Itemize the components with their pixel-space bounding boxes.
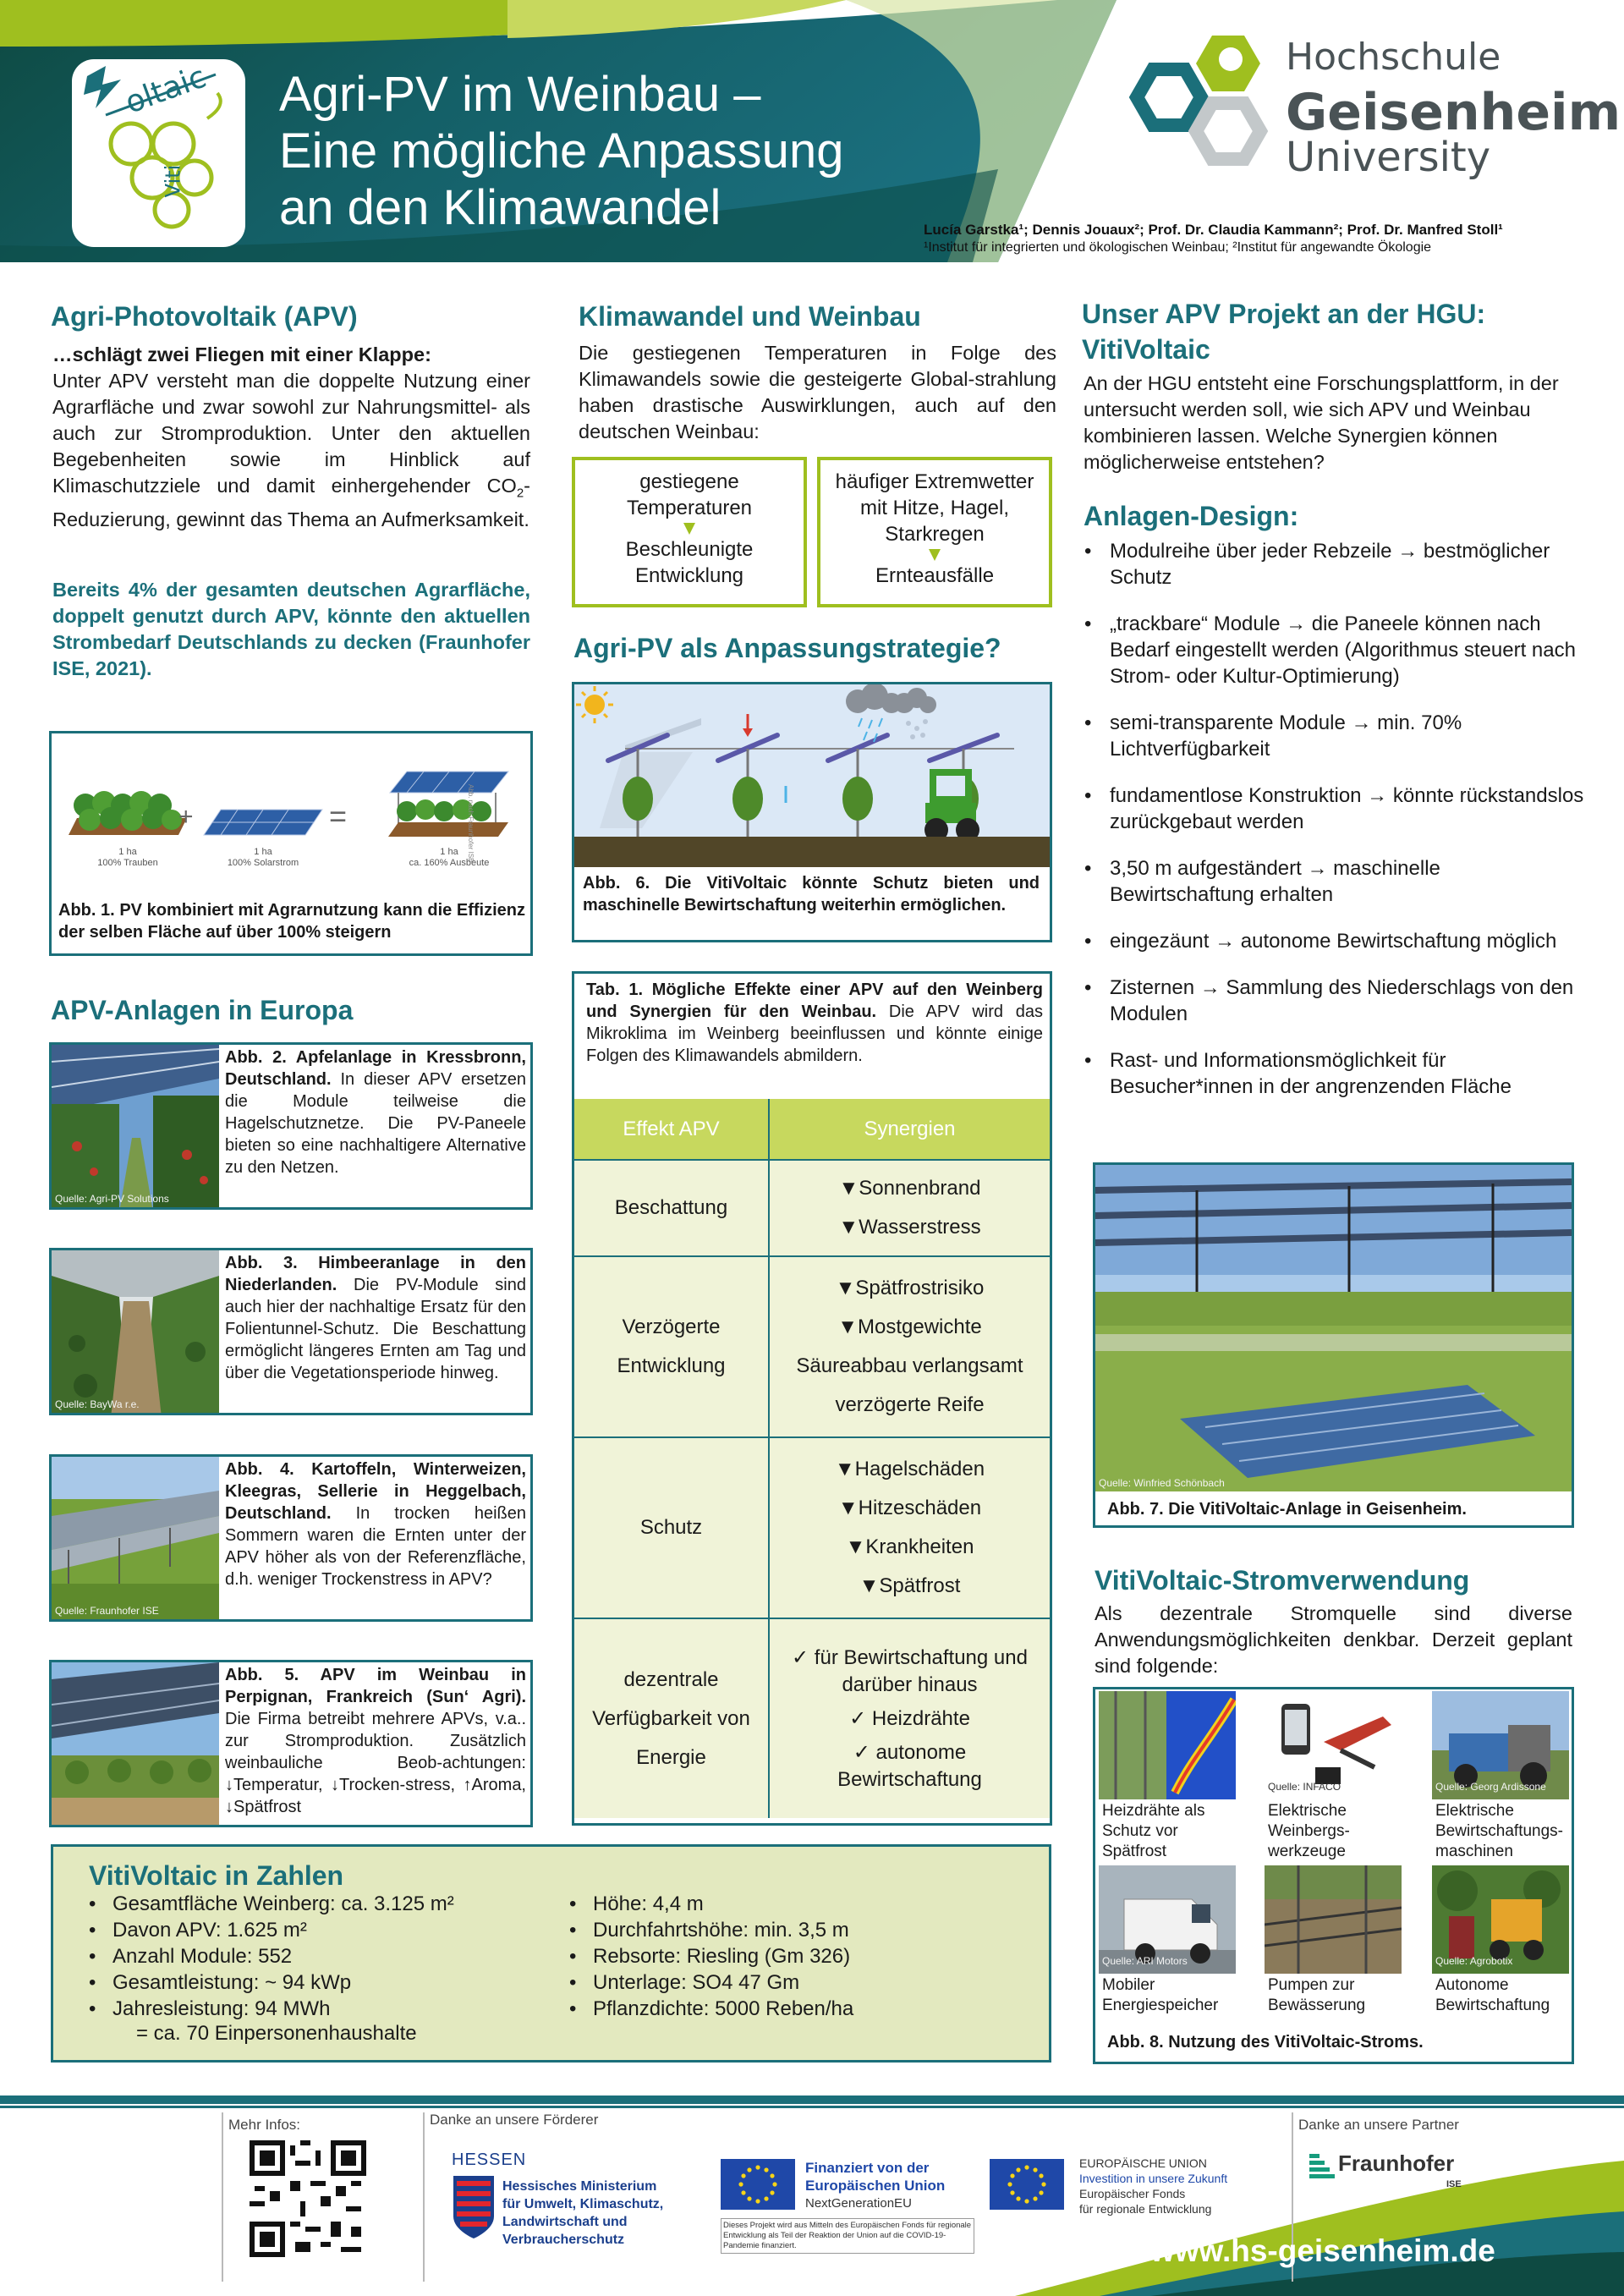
apv-highlight: Bereits 4% der gesamten deutschen Agrarfläche, doppelt genutzt durch APV, könnte den aktuellen Strombedarf Deutschlands zu decken (Fraunhofer ISE, 2021). <box>52 579 530 679</box>
strom-item-autonom <box>1432 1865 1569 2016</box>
strom-item-pumpen <box>1265 1865 1402 2016</box>
strom-text: Als dezentrale Stromquelle sind diverse Anwendungsmöglichkeiten denkbar. Derzeit geplant sind folgende: <box>1095 1602 1572 1677</box>
strom-label: Pumpen zur Bewässerung <box>1268 1976 1366 2014</box>
footer-separator <box>423 2112 425 2282</box>
synergie: ▼Hagelschäden <box>834 1458 985 1480</box>
abb4-caption-bold: Abb. 4. Kartoffeln, Winterweizen, Kleegras, Sellerie in Heggelbach, Deutschland. <box>225 1460 526 1523</box>
th-effekt: Effekt APV <box>574 1099 769 1160</box>
table-row <box>574 1437 1050 1618</box>
strom-item-energiespeicher <box>1099 1865 1236 2016</box>
abb7-figure <box>1093 1162 1574 1528</box>
eu-flag-icon <box>721 2159 795 2210</box>
abb1-label-1 <box>85 847 170 869</box>
table-row <box>574 1256 1050 1437</box>
eu-funded <box>805 2159 945 2212</box>
synergie: ▼Spätfrostrisiko <box>835 1277 985 1299</box>
strom-src: Quelle: ARI Motors <box>1102 1955 1188 1967</box>
website-link[interactable]: www.hs-geisenheim.de <box>1150 2233 1495 2268</box>
abb8-figure <box>1093 1687 1574 2064</box>
klima-box2-top: häufiger Extremwetter mit Hitze, Hagel, Starkregen <box>835 470 1034 546</box>
apv-text-a: Unter APV versteht man die doppelte Nutzung einer Agrarfläche und zwar sowohl zur Nahrungsmittel- als auch zur Stromproduktion. Unter den aktuellen Begebenheiten sowie im Hinblick auf Klimaschutzziele und damit einhergehender CO <box>52 370 530 497</box>
abb2-caption <box>225 1046 526 1178</box>
tab1-caption-text: Die APV wird das Mikroklima im Weinberg beeinflussen und könnte einige Folgen des Klimawandels abmildern. <box>586 1002 1043 1065</box>
projekt-text: An der HGU entsteht eine Forschungsplattform, in der untersucht werden soll, wie sich APV und Weinbau kombinieren lassen. Welche Synergien können möglicherweise entstehen? <box>1084 372 1559 473</box>
tab1-caption <box>586 979 1043 1067</box>
abb3-source: Quelle: BayWa r.e. <box>55 1398 140 1410</box>
poster-title <box>279 66 973 236</box>
hessen-line-4: Verbraucherschutz <box>502 2233 625 2247</box>
strom-src: Quelle: Georg Ardissone <box>1435 1781 1546 1793</box>
hessen-line-2: für Umwelt, Klimaschutz, <box>502 2197 664 2211</box>
combined-field <box>388 772 508 837</box>
nextgen-eu-logo <box>721 2159 974 2250</box>
klima-text: Die gestiegenen Temperaturen in Folge des Klimawandels sowie die gesteigerte Global-strahlung haben drastische Auswirklungen, auch auf den deutschen Weinbau: <box>579 342 1056 442</box>
effekt-cell <box>574 1256 769 1437</box>
abb8-caption: Abb. 8. Nutzung des VitiVoltaic-Stroms. <box>1107 2033 1424 2052</box>
abb6-figure <box>572 682 1052 942</box>
abb2-caption-bold: Abb. 2. Apfelanlage in Kressbronn, Deutschland. <box>225 1048 526 1089</box>
affiliations: ¹Institut für integrierten und ökologischen Weinbau; ²Institut für angewandte Ökologie <box>924 240 1432 255</box>
apv-heading: Agri-Photovoltaik (APV) <box>51 301 358 332</box>
eu-flag-icon <box>990 2159 1064 2210</box>
strom-label: Elektrische Bewirtschaftungs-maschinen <box>1435 1802 1564 1860</box>
effekte-table <box>574 1099 1050 1818</box>
abb5-photo <box>52 1662 219 1825</box>
eu-line-3: NextGenerationEU <box>805 2196 912 2211</box>
eu-line-2: Europäischen Union <box>805 2178 946 2194</box>
effekt-line: dezentrale <box>623 1667 719 1691</box>
efre-line-1: EUROPÄISCHE UNION <box>1079 2156 1207 2170</box>
efre-line-3: Europäischer Fonds <box>1079 2187 1186 2200</box>
abb1-label-2b: 100% Solarstrom <box>227 858 299 868</box>
arrow-down-icon <box>683 523 695 535</box>
sun-icon <box>584 695 605 715</box>
effekt-line: Verfügbarkeit von <box>592 1706 750 1730</box>
projekt-heading <box>1082 296 1485 367</box>
list-item: • Gesamtfläche Weinberg: ca. 3.125 m² <box>87 1891 561 1917</box>
hessen-ministry <box>502 2178 705 2249</box>
strom-src: Quelle: INFACO <box>1268 1781 1341 1793</box>
list-item: • Gesamtleistung: ~ 94 kWp <box>87 1969 561 1996</box>
abb1-figure <box>49 731 533 956</box>
synergie: ▼Krankheiten <box>845 1535 974 1558</box>
abb5-caption-text: Die Firma betreibt mehrere APVs, v.a.. zur Stromproduktion. Zusätzlich weinbauliche Beob-achtungen: ↓Temperatur, ↓Trocken-stress, ↑Aroma, ↓Spätfrost <box>225 1710 526 1816</box>
heggelbach-photo <box>52 1457 219 1619</box>
footer-separator <box>222 2112 223 2282</box>
vitivoltaic-plant-photo <box>1095 1165 1572 1491</box>
abb5-figure <box>49 1660 533 1827</box>
list-item: • Höhe: 4,4 m <box>568 1891 1041 1917</box>
hgu-word-university: University <box>1286 134 1491 181</box>
list-item: • Unterlage: SO4 47 Gm <box>568 1969 1041 1996</box>
abb7-caption: Abb. 7. Die VitiVoltaic-Anlage in Geisenheim. <box>1107 1500 1467 1519</box>
abb2-figure <box>49 1042 533 1210</box>
perpignan-vineyard-photo <box>52 1662 219 1825</box>
klima-heading: Klimawandel und Weinbau <box>579 301 921 332</box>
roboter-photo <box>1432 1865 1569 1974</box>
table-header-row <box>574 1099 1050 1160</box>
table-row <box>574 1618 1050 1818</box>
strom-item-werkzeuge <box>1265 1691 1402 1862</box>
list-item: • Davon APV: 1.625 m² <box>87 1917 561 1943</box>
apv-subheading: …schlägt zwei Fliegen mit einer Klappe: <box>52 343 431 365</box>
hessen-word: HESSEN <box>452 2150 527 2169</box>
authors: Lucía Garstka¹; Dennis Jouaux²; Prof. Dr. Claudia Kammann²; Prof. Dr. Manfred Stoll¹ <box>924 222 1503 238</box>
title-line-3: an den Klimawandel <box>279 180 721 235</box>
list-item: • Rast- und Informationsmöglichkeit für Besucher*innen in der angrenzenden Fläche <box>1083 1047 1590 1100</box>
tab1-figure <box>572 971 1052 1826</box>
synergien-cell <box>769 1437 1050 1618</box>
title-line-1: Agri-PV im Weinbau – <box>279 67 761 122</box>
synergie: ✓ autonome Bewirtschaftung <box>837 1740 982 1791</box>
list-item: • Durchfahrtshöhe: min. 3,5 m <box>568 1917 1041 1943</box>
abb7-source: Quelle: Winfried Schönbach <box>1099 1477 1225 1489</box>
abb1-label-2 <box>221 847 305 869</box>
arrow-down-icon <box>929 549 941 561</box>
fraunhofer-logo <box>1309 2149 1479 2200</box>
list-item: • Modulreihe über jeder Rebzeile → bestmöglicher Schutz <box>1083 538 1590 590</box>
abb4-source: Quelle: Fraunhofer ISE <box>55 1605 159 1617</box>
abb1-caption: Abb. 1. PV kombiniert mit Agrarnutzung kann die Effizienz der selben Fläche auf über 100% steigern <box>58 901 525 942</box>
eu-line-1: Finanziert von der <box>805 2160 930 2176</box>
design-list <box>1083 538 1590 1120</box>
apple-orchard-photo <box>52 1045 219 1207</box>
list-item: • „trackbare“ Module → die Paneele können nach Bedarf eingestellt werden (Algorithmus steuert nach Strom- oder Kultur-Optimierung) <box>1083 611 1590 689</box>
abb6-caption: Abb. 6. Die VitiVoltaic könnte Schutz bieten und maschinelle Bewirtschaftung weiterhin ermöglichen. <box>583 874 1040 915</box>
fraunhofer-icon <box>1309 2152 1335 2181</box>
projekt-heading-line1: Unser APV Projekt an der HGU: <box>1082 299 1486 329</box>
effekt-line: Entwicklung <box>617 1354 726 1377</box>
table-row <box>574 1160 1050 1256</box>
logo-word-viti: Viti <box>161 164 185 198</box>
vitivoltaic-logo <box>72 59 245 247</box>
hessen-logo <box>452 2150 664 2247</box>
klima-box-extremwetter <box>817 457 1052 607</box>
abb6-illustration <box>574 684 1050 867</box>
projekt-heading-line2: VitiVoltaic <box>1082 334 1210 365</box>
effekt-line: Energie <box>636 1745 706 1769</box>
abb4-caption <box>225 1458 526 1590</box>
abb1-label-3a: 1 ha <box>440 847 458 857</box>
list-item: • fundamentlose Konstruktion → könnte rückstandslos zurückgebaut werden <box>1083 783 1590 835</box>
hgu-word-geisenheim: Geisenheim <box>1286 83 1621 142</box>
th-synergien: Synergien <box>769 1099 1050 1160</box>
apv-text-b: -Reduzierung, gewinnt das Thema an Aufmerksamkeit. <box>52 475 530 530</box>
solar-field <box>204 810 322 835</box>
synergie: ▼Spätfrost <box>859 1574 961 1597</box>
abb3-photo <box>52 1250 219 1413</box>
zahlen-list-left <box>87 1891 561 2022</box>
abb4-figure <box>49 1454 533 1622</box>
synergie: ▼Hitzeschäden <box>837 1497 982 1519</box>
synergien-cell <box>769 1256 1050 1437</box>
zahlen-haushalte: = ca. 70 Einpersonenhaushalte <box>136 2022 417 2045</box>
synergie: Säureabbau verlangsamt <box>796 1354 1023 1377</box>
list-item: • eingezäunt → autonome Bewirtschaftung möglich <box>1083 928 1590 954</box>
abb5-caption-bold: Abb. 5. APV im Weinbau in Perpignan, Frankreich (Sun‘ Agri). <box>225 1666 526 1706</box>
abb2-source: Quelle: Agri-PV Solutions <box>55 1193 169 1205</box>
foerderer-label: Danke an unsere Förderer <box>430 2112 599 2128</box>
hessen-line-1: Hessisches Ministerium <box>502 2179 657 2194</box>
klima-box2-bottom: Ernteausfälle <box>875 564 995 587</box>
effekt-cell <box>574 1618 769 1818</box>
klima-box1-top: gestiegene Temperaturen <box>626 470 753 519</box>
abb4-caption-text: In trocken heißen Sommern waren die Ernten unter der APV höher als von der Referenzfläche, d.h. weniger Trockenstress in APV? <box>225 1504 526 1589</box>
hgu-hexagon-icon <box>1104 25 1281 195</box>
apv-text-sub: 2 <box>516 486 524 501</box>
strom-item-heizdraehte <box>1099 1691 1236 1862</box>
synergien-cell <box>769 1160 1050 1256</box>
list-item: • Pflanzdichte: 5000 Reben/ha <box>568 1996 1041 2022</box>
synergie: ✓ für Bewirtschaftung und darüber hinaus <box>792 1645 1028 1696</box>
synergie: ▼Wasserstress <box>838 1216 981 1239</box>
effekt-cell: Schutz <box>574 1437 769 1618</box>
efre-logo <box>990 2156 1269 2216</box>
abb1-label-3b: ca. 160% Ausbeute <box>409 858 490 868</box>
pumpe-photo <box>1265 1865 1402 1974</box>
tab1-caption-bold: Tab. 1. Mögliche Effekte einer APV auf den Weinberg und Synergien für den Weinbau. <box>586 980 1043 1021</box>
svg-text:+: + <box>178 803 194 831</box>
hessen-crest-icon <box>452 2174 496 2240</box>
logo-word-oltaic: oltaic <box>120 59 211 121</box>
list-item: • Jahresleistung: 94 MWh <box>87 1996 561 2022</box>
abb4-photo <box>52 1457 219 1619</box>
hgu-word-hochschule: Hochschule <box>1286 36 1501 79</box>
synergie: verzögerte Reife <box>835 1393 985 1416</box>
hessen-line-3: Landwirtschaft und <box>502 2215 628 2229</box>
effekt-cell: Beschattung <box>574 1160 769 1256</box>
qr-code-icon <box>250 2140 366 2257</box>
partner-label: Danke an unsere Partner <box>1298 2117 1459 2133</box>
abb1-label-1b: 100% Trauben <box>97 858 158 868</box>
abb1-side-note: Abb. nach Fraunhofer ISE <box>467 784 475 863</box>
effekt-line: Verzögerte <box>622 1316 721 1338</box>
strom-label: Autonome Bewirtschaftung <box>1435 1976 1550 2014</box>
eu-disclaimer: Dieses Projekt wird aus Mitteln des Europäischen Fonds für regionale Entwicklung als Teil der Reaktion der Union auf die COVID-19-Pandemie finanziert. <box>721 2218 974 2254</box>
zahlen-heading: VitiVoltaic in Zahlen <box>89 1860 344 1891</box>
efre-text <box>1079 2156 1227 2216</box>
efre-line-2: Investition in unsere Zukunft <box>1079 2172 1228 2185</box>
abb1-label-3 <box>403 847 496 869</box>
list-item: • semi-transparente Module → min. 70% Lichtverfügbarkeit <box>1083 710 1590 762</box>
list-item: • Zisternen → Sammlung des Niederschlags von den Modulen <box>1083 975 1590 1027</box>
strategie-heading: Agri-PV als Anpassungstrategie? <box>573 633 1001 663</box>
abb5-caption <box>225 1664 526 1818</box>
hgu-logo <box>1104 25 1621 195</box>
synergien-cell <box>769 1618 1050 1818</box>
abb3-caption <box>225 1252 526 1384</box>
mehr-infos-label: Mehr Infos: <box>228 2117 301 2133</box>
werkzeug-photo <box>1265 1691 1402 1799</box>
abb7-photo <box>1095 1165 1572 1491</box>
abb3-caption-text: Die PV-Module sind auch hier der nachhaltige Ersatz für den Folientunnel-Schutz. Die Beschattung ermöglicht längeres Ernten am Tag und über die Vegetationsperiode hinweg. <box>225 1276 526 1382</box>
strom-label: Mobiler Energiespeicher <box>1102 1976 1219 2014</box>
maschine-photo <box>1432 1691 1569 1799</box>
strom-label: Elektrische Weinbergs-werkzeuge <box>1268 1802 1350 1860</box>
abb3-caption-bold: Abb. 3. Himbeeranlage in den Niederlanden. <box>225 1254 526 1294</box>
list-item: • Anzahl Module: 552 <box>87 1943 561 1969</box>
zahlen-box <box>51 1844 1051 2063</box>
zahlen-list-right <box>568 1891 1041 2022</box>
fraunhofer-ise: ISE <box>1446 2179 1462 2189</box>
abb3-figure <box>49 1248 533 1415</box>
synergie: ✓ Heizdrähte <box>849 1706 970 1730</box>
strom-item-maschinen <box>1432 1691 1569 1862</box>
strom-heading: VitiVoltaic-Stromverwendung <box>1095 1565 1470 1596</box>
title-line-2: Eine mögliche Anpassung <box>279 124 844 179</box>
grapes-field <box>69 791 187 835</box>
klima-box1-bottom: Beschleunigte Entwicklung <box>625 538 754 587</box>
svg-text:=: = <box>329 799 348 833</box>
strom-src: Quelle: Agrobotix <box>1435 1955 1513 1967</box>
list-item: • Rebsorte: Riesling (Gm 326) <box>568 1943 1041 1969</box>
heizdraht-photo <box>1099 1691 1236 1799</box>
abb2-caption-text: In dieser APV ersetzen die Module teilweise die Hagelschutznetze. Die PV-Paneele bieten so eine nachhaltigere Alternative zu den Netzen. <box>225 1070 526 1177</box>
klima-box-temperature <box>572 457 807 607</box>
synergie: ▼Mostgewichte <box>837 1316 982 1338</box>
synergie: ▼Sonnenbrand <box>838 1177 981 1200</box>
europa-heading: APV-Anlagen in Europa <box>51 995 354 1025</box>
strom-label: Heizdrähte als Schutz vor Spätfrost <box>1102 1802 1205 1860</box>
apv-text <box>52 368 530 533</box>
design-heading: Anlagen-Design: <box>1084 501 1299 531</box>
abb1-label-2a: 1 ha <box>254 847 272 857</box>
energiespeicher-photo <box>1099 1865 1236 1974</box>
fraunhofer-word: Fraunhofer <box>1338 2150 1455 2176</box>
raspberry-field-photo <box>52 1250 219 1413</box>
qr-code[interactable] <box>250 2140 366 2257</box>
efre-line-4: für regionale Entwicklung <box>1079 2202 1212 2216</box>
abb1-label-1a: 1 ha <box>118 847 137 857</box>
abb2-photo <box>52 1045 219 1207</box>
list-item: • 3,50 m aufgeständert → maschinelle Bewirtschaftung erhalten <box>1083 855 1590 908</box>
